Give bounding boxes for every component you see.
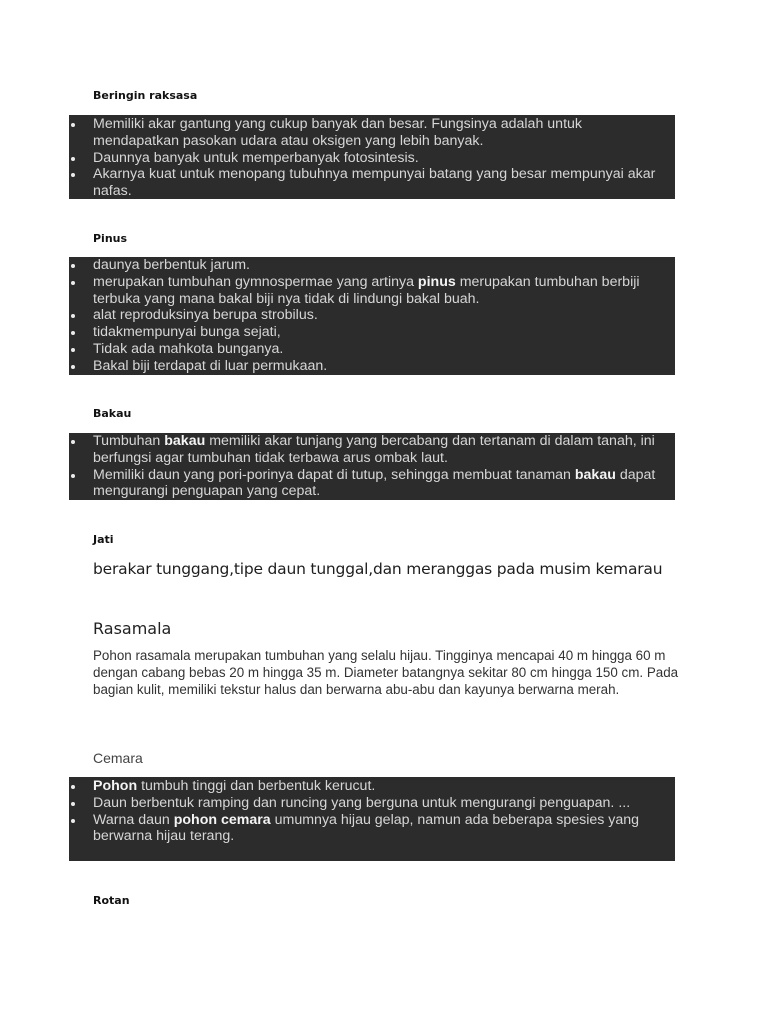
list-item bbox=[69, 257, 675, 274]
text-run: daunya berbentuk jarum. bbox=[93, 257, 250, 273]
list-item bbox=[69, 795, 675, 812]
bold-text: pinus bbox=[417, 273, 456, 290]
text-run: Tumbuhan bbox=[93, 433, 165, 449]
heading-bakau: Bakau bbox=[93, 407, 132, 420]
text-run: Akarnya kuat untuk menopang tubuhnya mempunyai batang yang besar mempunyai akar nafas. bbox=[93, 166, 656, 200]
pinus-characteristics-block bbox=[69, 257, 675, 375]
list-item bbox=[69, 274, 675, 308]
text-run: Tidak ada mahkota bunganya. bbox=[93, 340, 284, 357]
rasamala-description: Pohon rasamala merupakan tumbuhan yang selalu hijau. Tingginya mencapai 40 m hingga 60 m dengan cabang bebas 20 m hingga 35 m. Diameter batangnya sekitar 80 cm hingga 150 cm. Pada bagian kulit, memiliki tekstur halus dan berwarna abu-abu dan kayunya berwarna merah. bbox=[93, 648, 679, 697]
text-run: tidakmempunyai bunga sejati, bbox=[93, 324, 281, 341]
text-run: merupakan tumbuhan berbiji terbuka yang mana bakal biji nya tidak di lindungi bakal buah. bbox=[93, 273, 640, 307]
cemara-list bbox=[69, 778, 675, 845]
bold-text: pohon cemara bbox=[173, 811, 271, 828]
text-run: Warna daun bbox=[93, 811, 174, 828]
heading-rotan: Rotan bbox=[93, 894, 130, 907]
list-item bbox=[69, 778, 675, 795]
list-item bbox=[69, 166, 675, 200]
bold-text: bakau bbox=[574, 466, 616, 483]
text-run: Bakal biji terdapat di luar permukaan. bbox=[93, 357, 328, 374]
text-run: merupakan tumbuhan gymnospermae yang artinya bbox=[93, 273, 418, 290]
beringin-list bbox=[69, 116, 675, 200]
heading-pinus: Pinus bbox=[93, 232, 128, 245]
text-run: umumnya hijau gelap, namun ada beberapa spesies yang berwarna hijau terang. bbox=[93, 811, 640, 845]
bakau-list bbox=[69, 433, 675, 500]
cemara-characteristics-block bbox=[69, 777, 675, 861]
beringin-characteristics-block bbox=[69, 115, 675, 199]
bakau-characteristics-block bbox=[69, 433, 675, 500]
list-item bbox=[69, 467, 675, 501]
heading-jati: Jati bbox=[93, 533, 114, 546]
list-item bbox=[69, 358, 675, 375]
list-item bbox=[69, 812, 675, 846]
text-run: Daun berbentuk ramping dan runcing yang berguna untuk mengurangi penguapan. ... bbox=[93, 794, 631, 811]
list-item bbox=[69, 433, 675, 467]
pinus-list bbox=[69, 257, 675, 375]
list-item bbox=[69, 324, 675, 341]
list-item bbox=[69, 341, 675, 358]
list-item bbox=[69, 307, 675, 324]
text-run: tumbuh tinggi dan berbentuk kerucut. bbox=[137, 778, 376, 794]
text-run: alat reproduksinya berupa strobilus. bbox=[93, 307, 318, 324]
text-run: dapat mengurangi penguapan yang cepat. bbox=[93, 466, 656, 500]
text-run: Memiliki akar gantung yang cukup banyak dan besar. Fungsinya adalah untuk mendapatkan pasokan udara atau oksigen yang lebih banyak. bbox=[93, 116, 582, 149]
text-run: memiliki akar tunjang yang bercabang dan tertanam di dalam tanah, ini berfungsi agar tumbuhan tidak terbawa arus ombak laut. bbox=[93, 433, 655, 466]
heading-rasamala: Rasamala bbox=[93, 619, 172, 638]
jati-description: berakar tunggang,tipe daun tunggal,dan meranggas pada musim kemarau bbox=[93, 560, 663, 578]
heading-cemara: Cemara bbox=[93, 750, 143, 766]
list-item bbox=[69, 116, 675, 150]
bold-text: bakau bbox=[164, 433, 206, 449]
text-run: Memiliki daun yang pori-porinya dapat di tutup, sehingga membuat tanaman bbox=[93, 466, 575, 483]
text-run: Daunnya banyak untuk memperbanyak fotosintesis. bbox=[93, 149, 419, 166]
list-item bbox=[69, 150, 675, 167]
heading-beringin: Beringin raksasa bbox=[93, 89, 198, 102]
bold-text: Pohon bbox=[93, 778, 138, 794]
